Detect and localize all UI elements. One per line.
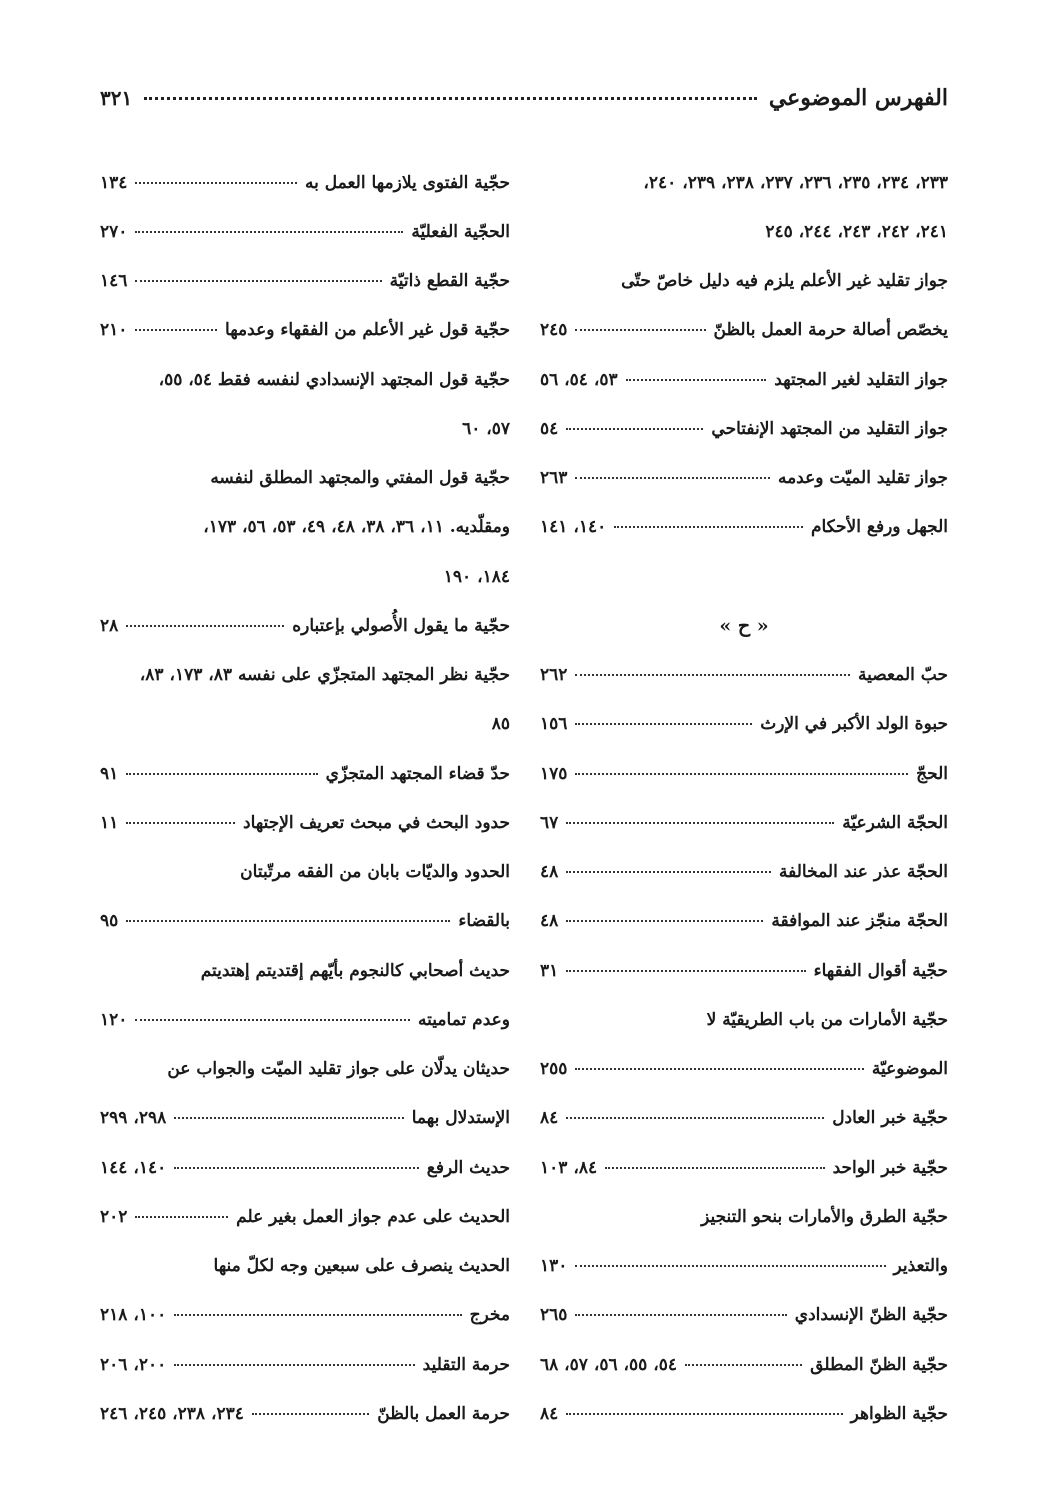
index-entry bbox=[540, 1143, 948, 1192]
index-entry bbox=[540, 897, 948, 946]
leader-dots bbox=[126, 822, 235, 824]
index-term: الجهل ورفع الأحكام bbox=[810, 517, 948, 538]
index-entry bbox=[100, 995, 510, 1044]
index-pages: ٥٣، ٥٤، ٥٦ bbox=[540, 369, 618, 390]
leader-dots bbox=[174, 1314, 461, 1316]
index-term: الحجّية الفعليّة bbox=[411, 221, 510, 242]
section-letter: « ح » bbox=[719, 614, 769, 637]
index-pages: ٢٩٨، ٢٩٩ bbox=[100, 1108, 167, 1129]
index-term: حجّية قول غير الأعلم من الفقهاء وعدمها bbox=[225, 320, 510, 341]
index-pages: ٩٥ bbox=[100, 911, 119, 932]
index-column-right bbox=[540, 158, 948, 1439]
index-term: مخرج bbox=[469, 1305, 510, 1326]
index-term: حجّية الظواهر bbox=[850, 1403, 948, 1424]
leader-dots bbox=[566, 970, 805, 972]
index-term: جواز التقليد من المجتهد الإنفتاحي bbox=[711, 418, 948, 439]
index-entry bbox=[100, 257, 510, 306]
index-term: حجّية خبر الواحد bbox=[832, 1157, 948, 1178]
index-pages: ٨٤ bbox=[540, 1403, 559, 1424]
index-pages: ٤٨ bbox=[540, 911, 559, 932]
leader-dots bbox=[575, 1314, 786, 1316]
index-continuation-text: ٥٧، ٦٠ bbox=[462, 418, 510, 439]
index-entry bbox=[100, 897, 510, 946]
leader-dots bbox=[126, 920, 450, 922]
leader-dots bbox=[575, 329, 705, 331]
index-pages: ٢٠٠، ٢٠٦ bbox=[100, 1354, 167, 1375]
leader-dots bbox=[135, 231, 403, 233]
page-title: الفهرس الموضوعي bbox=[768, 85, 948, 111]
index-entry bbox=[540, 355, 948, 404]
index-pages: ١٣٠ bbox=[540, 1256, 568, 1277]
leader-dots bbox=[135, 329, 217, 331]
index-term: الحجّة الشرعيّة bbox=[842, 812, 948, 833]
leader-dots bbox=[614, 526, 803, 528]
index-term: حجّية الطرق والأمارات بنحو التنجيز bbox=[701, 1206, 948, 1227]
leader-dots bbox=[135, 1216, 228, 1218]
leader-dots bbox=[566, 428, 703, 430]
index-entry bbox=[100, 1192, 510, 1241]
index-pages: ١٤٠، ١٤١ bbox=[540, 517, 607, 538]
index-pages: ٤٨ bbox=[540, 862, 559, 883]
leader-dots bbox=[135, 1019, 410, 1021]
leader-dots bbox=[575, 773, 908, 775]
index-term: حرمة العمل بالظنّ bbox=[377, 1403, 510, 1424]
index-entry bbox=[540, 503, 948, 552]
index-pages: ٣١ bbox=[540, 960, 559, 981]
index-entry-start bbox=[100, 946, 510, 995]
index-continuation-text: ٨٥ bbox=[491, 714, 510, 735]
index-pages: ١٤٠، ١٤٤ bbox=[100, 1157, 167, 1178]
index-entry bbox=[540, 946, 948, 995]
index-pages: ٢٠٢ bbox=[100, 1206, 128, 1227]
index-term: حجّية القطع ذاتيّة bbox=[389, 271, 510, 292]
index-term: الحجّة منجّز عند الموافقة bbox=[771, 911, 948, 932]
index-term: والتعذير bbox=[893, 1256, 948, 1277]
index-pages: ١٥٦ bbox=[540, 714, 568, 735]
index-entry bbox=[100, 601, 510, 650]
index-term: الحديث ينصرف على سبعين وجه لكلّ منها bbox=[213, 1256, 510, 1277]
index-entry bbox=[100, 1143, 510, 1192]
index-entry bbox=[100, 306, 510, 355]
leader-dots bbox=[575, 674, 850, 676]
index-continuation-text: ومقلّديه. ١١، ٣٦، ٣٨، ٤٨، ٤٩، ٥٣، ٥٦، ١٧٣، bbox=[203, 517, 510, 538]
leader-dots bbox=[575, 477, 770, 479]
index-pages: ٩١ bbox=[100, 763, 119, 784]
index-term: حجّية الأمارات من باب الطريقيّة لا bbox=[706, 1009, 948, 1030]
index-term: حجّية الظنّ الإنسدادي bbox=[794, 1305, 948, 1326]
leader-dots bbox=[252, 1413, 369, 1415]
index-continuation-text: ٢٣٣، ٢٣٤، ٢٣٥، ٢٣٦، ٢٣٧، ٢٣٨، ٢٣٩، ٢٤٠، bbox=[643, 172, 948, 193]
leader-dots bbox=[135, 280, 381, 282]
index-entry bbox=[540, 1389, 948, 1438]
page-number: ٣٢١ bbox=[100, 86, 133, 110]
leader-dots bbox=[626, 379, 767, 381]
index-pages: ١٤٦ bbox=[100, 271, 128, 292]
index-entry-start bbox=[100, 1242, 510, 1291]
index-term: حبّ المعصية bbox=[857, 665, 948, 686]
index-entry bbox=[100, 158, 510, 207]
leader-dots bbox=[566, 822, 834, 824]
index-continuation-text: ٢٤١، ٢٤٢، ٢٤٣، ٢٤٤، ٢٤٥ bbox=[765, 221, 948, 242]
index-term: حجّية ما يقول الأُصولي بإعتباره bbox=[292, 615, 510, 636]
leader-dots bbox=[566, 1413, 842, 1415]
index-entry-start bbox=[540, 1192, 948, 1241]
leader-dots bbox=[566, 1117, 824, 1119]
index-pages: ٨٤ bbox=[540, 1108, 559, 1129]
leader-dots bbox=[126, 625, 284, 627]
leader-dots bbox=[685, 1364, 802, 1366]
index-continuation bbox=[100, 700, 510, 749]
index-term: يخصّص أصالة حرمة العمل بالظنّ bbox=[713, 320, 948, 341]
index-entry bbox=[540, 651, 948, 700]
index-term: حجّية قول المفتي والمجتهد المطلق لنفسه bbox=[210, 468, 510, 489]
index-pages: ٢١٠ bbox=[100, 320, 128, 341]
index-continuation bbox=[100, 404, 510, 453]
index-entry bbox=[540, 1340, 948, 1389]
index-entry bbox=[100, 1094, 510, 1143]
leader-dots bbox=[566, 920, 763, 922]
leader-dots bbox=[174, 1117, 404, 1119]
index-entry bbox=[540, 306, 948, 355]
index-entry bbox=[540, 1094, 948, 1143]
header-leader-dots bbox=[144, 97, 757, 100]
index-term: جواز التقليد لغير المجتهد bbox=[774, 369, 948, 390]
index-entry bbox=[540, 848, 948, 897]
index-entry-start bbox=[540, 257, 948, 306]
index-pages: ٢٧٠ bbox=[100, 221, 128, 242]
index-pages: ١٧٥ bbox=[540, 763, 568, 784]
index-continuation bbox=[100, 552, 510, 601]
index-pages: ٨٤، ١٠٣ bbox=[540, 1157, 598, 1178]
index-term: حجّية الفتوى يلازمها العمل به bbox=[305, 172, 510, 193]
index-term: حرمة التقليد bbox=[422, 1354, 510, 1375]
leader-dots bbox=[575, 1265, 885, 1267]
index-entry bbox=[540, 1242, 948, 1291]
index-pages: ٥٤ bbox=[540, 418, 559, 439]
index-continuation bbox=[540, 158, 948, 207]
leader-dots bbox=[135, 182, 297, 184]
index-term: حدّ قضاء المجتهد المتجزّي bbox=[325, 763, 510, 784]
leader-dots bbox=[566, 871, 771, 873]
index-entry bbox=[100, 207, 510, 256]
index-term: حديثان يدلّان على جواز تقليد الميّت والجواب عن bbox=[167, 1059, 510, 1080]
index-term: الإستدلال بهما bbox=[411, 1108, 510, 1129]
index-term: حجّية نظر المجتهد المتجزّي على نفسه ٨٣، ١٧٣، ٨٣، bbox=[139, 665, 510, 686]
index-term: حديث الرفع bbox=[426, 1157, 510, 1178]
index-term: الحدود والديّات بابان من الفقه مرتّبتان bbox=[240, 862, 510, 883]
index-entry bbox=[540, 1291, 948, 1340]
leader-dots bbox=[174, 1364, 414, 1366]
index-pages: ١٣٤ bbox=[100, 172, 128, 193]
page-header bbox=[100, 74, 948, 122]
index-pages: ١١ bbox=[100, 812, 119, 833]
leader-dots bbox=[575, 1068, 863, 1070]
index-entry bbox=[540, 700, 948, 749]
leader-dots bbox=[575, 723, 752, 725]
index-term: جواز تقليد الميّت وعدمه bbox=[777, 468, 948, 489]
index-entry bbox=[540, 404, 948, 453]
index-entry bbox=[100, 1291, 510, 1340]
index-entry bbox=[540, 1045, 948, 1094]
index-entry bbox=[100, 798, 510, 847]
leader-dots bbox=[605, 1167, 824, 1169]
leader-dots bbox=[126, 773, 317, 775]
index-continuation-text: ١٨٤، ١٩٠ bbox=[443, 566, 510, 587]
index-entry-start bbox=[100, 1045, 510, 1094]
index-entry-start bbox=[100, 454, 510, 503]
index-entry-start bbox=[100, 848, 510, 897]
index-entry-start bbox=[100, 651, 510, 700]
leader-dots bbox=[174, 1167, 419, 1169]
index-term: جواز تقليد غير الأعلم يلزم فيه دليل خاصّ حتّى bbox=[621, 271, 948, 292]
index-entry bbox=[100, 1340, 510, 1389]
index-column-left bbox=[100, 158, 510, 1439]
index-term: حبوة الولد الأكبر في الإرث bbox=[760, 714, 948, 735]
index-term: الحجّ bbox=[916, 763, 948, 784]
index-term: حجّية قول المجتهد الإنسدادي لنفسه فقط ٥٤، ٥٥، bbox=[158, 369, 510, 390]
index-term: الحجّة عذر عند المخالفة bbox=[779, 862, 948, 883]
index-pages: ٢٨ bbox=[100, 615, 119, 636]
index-entry bbox=[540, 454, 948, 503]
index-pages: ٢٦٢ bbox=[540, 665, 568, 686]
index-term: حجّية خبر العادل bbox=[832, 1108, 948, 1129]
index-term: حديث أصحابي كالنجوم بأيّهم إقتديتم إهتديتم bbox=[200, 960, 510, 981]
index-pages: ٢٥٥ bbox=[540, 1059, 568, 1080]
index-continuation bbox=[540, 207, 948, 256]
index-pages: ٢٤٥ bbox=[540, 320, 568, 341]
index-pages: ٢٣٤، ٢٣٨، ٢٤٥، ٢٤٦ bbox=[100, 1403, 244, 1424]
index-term: حجّية الظنّ المطلق bbox=[810, 1354, 948, 1375]
blank-row bbox=[540, 552, 948, 601]
index-term: الموضوعيّة bbox=[871, 1059, 948, 1080]
section-letter-heading bbox=[540, 601, 948, 650]
index-entry bbox=[100, 1389, 510, 1438]
index-entry-start bbox=[540, 995, 948, 1044]
index-pages: ٥٤، ٥٥، ٥٦، ٥٧، ٦٨ bbox=[540, 1354, 677, 1375]
index-pages: ١٢٠ bbox=[100, 1009, 128, 1030]
index-pages: ٢٦٣ bbox=[540, 468, 568, 489]
index-entry bbox=[540, 798, 948, 847]
index-entry bbox=[100, 749, 510, 798]
index-entry bbox=[540, 749, 948, 798]
index-term: حجّية أقوال الفقهاء bbox=[813, 960, 948, 981]
index-term: بالقضاء bbox=[458, 911, 510, 932]
index-entry-start bbox=[100, 355, 510, 404]
index-term: حدود البحث في مبحث تعريف الإجتهاد bbox=[243, 812, 510, 833]
index-term: وعدم تماميته bbox=[418, 1009, 510, 1030]
index-pages: ١٠٠، ٢١٨ bbox=[100, 1305, 167, 1326]
index-term: الحديث على عدم جواز العمل بغير علم bbox=[236, 1206, 510, 1227]
index-pages: ٦٧ bbox=[540, 812, 559, 833]
index-continuation bbox=[100, 503, 510, 552]
index-pages: ٢٦٥ bbox=[540, 1305, 568, 1326]
